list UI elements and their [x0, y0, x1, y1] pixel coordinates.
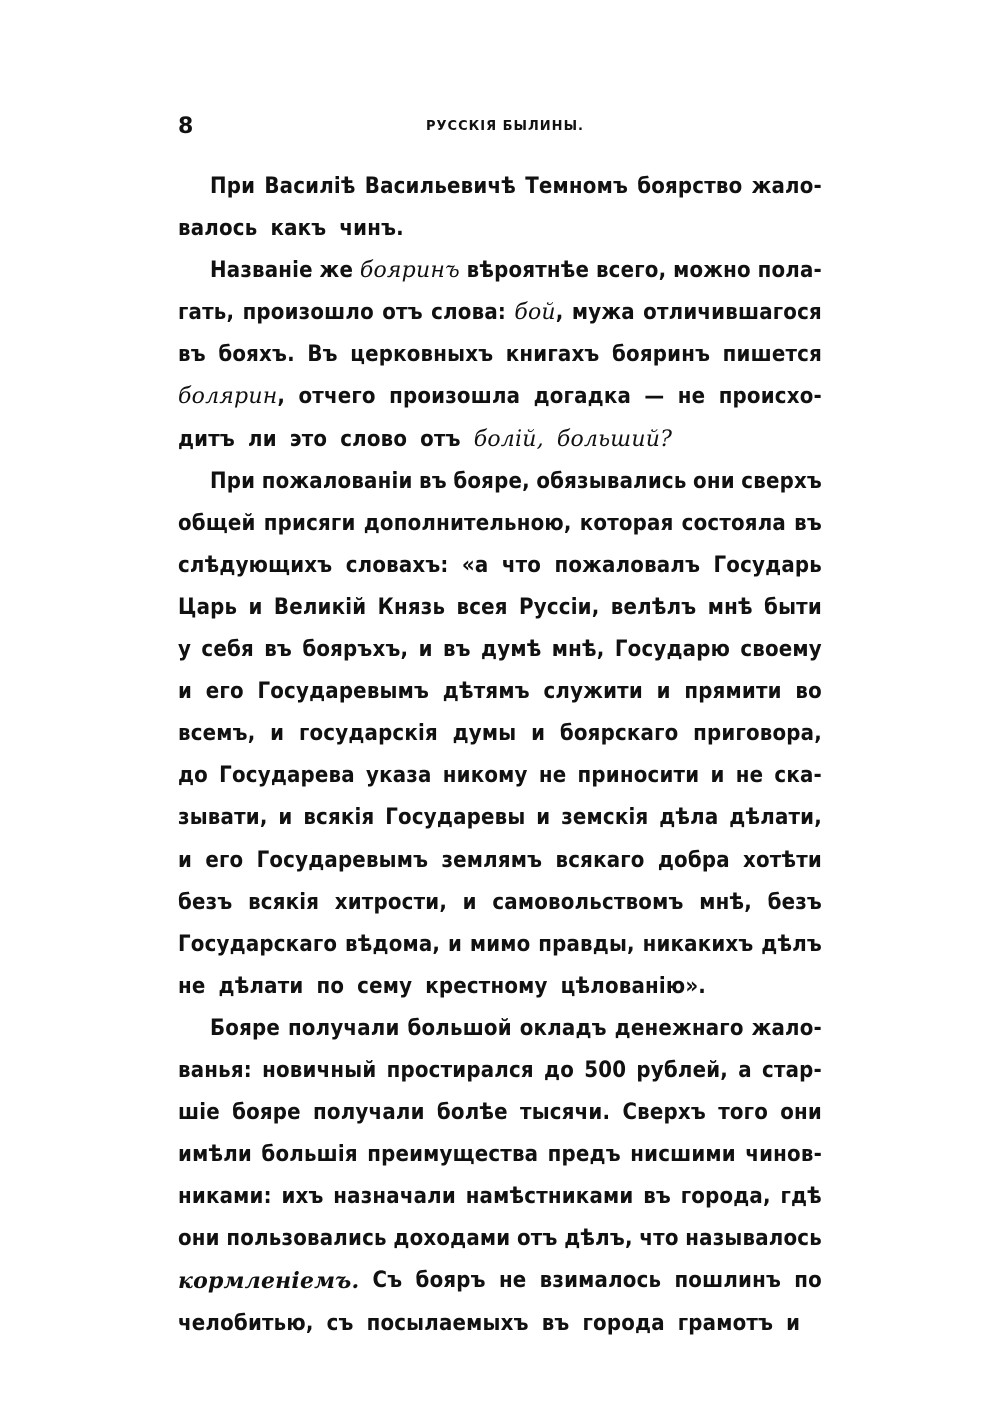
paragraph [178, 461, 822, 1008]
text-line: зывати, и всякія Государевы и земскія дѣла дѣлати, [178, 805, 822, 831]
text-line: дитъ ли это слово отъ болій, больший? [178, 426, 673, 452]
text-line: кормленіемъ. Съ бояръ не взималось пошлинъ по [178, 1268, 822, 1295]
text-line: въ бояхъ. Въ церковныхъ книгахъ бояринъ пишется [178, 342, 822, 368]
text-line: и его Государевымъ дѣтямъ служити и прямити во [178, 679, 822, 705]
text-line: При Василіѣ Васильевичѣ Темномъ боярство жало- [210, 174, 822, 199]
text-line: общей присяги дополнительною, которая состояла въ [178, 510, 822, 536]
text-line: челобитью, съ посылаемыхъ въ города грамотъ и [178, 1310, 801, 1336]
text-line: они пользовались доходами отъ дѣлъ, что называлось [178, 1226, 822, 1252]
text-line: шіе бояре получали болѣе тысячи. Сверхъ того они [178, 1100, 822, 1126]
text-line: гать, произошло отъ слова: бой, мужа отличившагося [178, 300, 822, 326]
text-line: валось какъ чинъ. [178, 216, 404, 242]
body-text [178, 166, 822, 1345]
text-line: Государскаго вѣдома, и мимо правды, никакихъ дѣлъ [178, 931, 822, 957]
text-line: Царь и Великій Князь всея Руссіи, велѣлъ мнѣ быти [178, 594, 822, 620]
text-line: никами: ихъ назначали намѣстниками въ города, гдѣ [178, 1184, 822, 1210]
text-line: безъ всякія хитрости, и самовольствомъ мнѣ, безъ [178, 889, 822, 915]
text-line: ванья: новичный простирался до 500 рублей, а стар- [178, 1057, 822, 1083]
text-line: имѣли большія преимущества предъ нисшими чинов- [178, 1142, 822, 1168]
paragraph [178, 250, 822, 460]
paragraph [178, 166, 822, 250]
text-line: При пожалованіи въ бояре, обязывались они сверхъ [210, 468, 822, 494]
text-line: не дѣлати по сему крестному цѣлованію». [178, 973, 707, 999]
text-line: всемъ, и государскія думы и боярскаго приговора, [178, 721, 822, 747]
text-line: болярин, отчего произошла догадка — не происхо- [178, 384, 822, 410]
page-number: 8 [178, 114, 194, 139]
text-line: Бояре получали большой окладъ денежнаго жало- [210, 1015, 822, 1041]
text-line: слѣдующихъ словахъ: «а что пожаловалъ Государь [178, 552, 822, 578]
text-line: до Государева указа никому не приносити и не ска- [178, 763, 822, 789]
paragraph [178, 1008, 822, 1345]
text-line: Названіе же бояринъ вѣроятнѣе всего, можно пола- [210, 258, 822, 284]
text-line: у себя въ бояръхъ, и въ думѣ мнѣ, Государю своему [178, 637, 822, 663]
running-title: РУССКІЯ БЫЛИНЫ. [426, 119, 584, 134]
text-line: и его Государевымъ землямъ всякаго добра хотѣти [178, 847, 822, 873]
